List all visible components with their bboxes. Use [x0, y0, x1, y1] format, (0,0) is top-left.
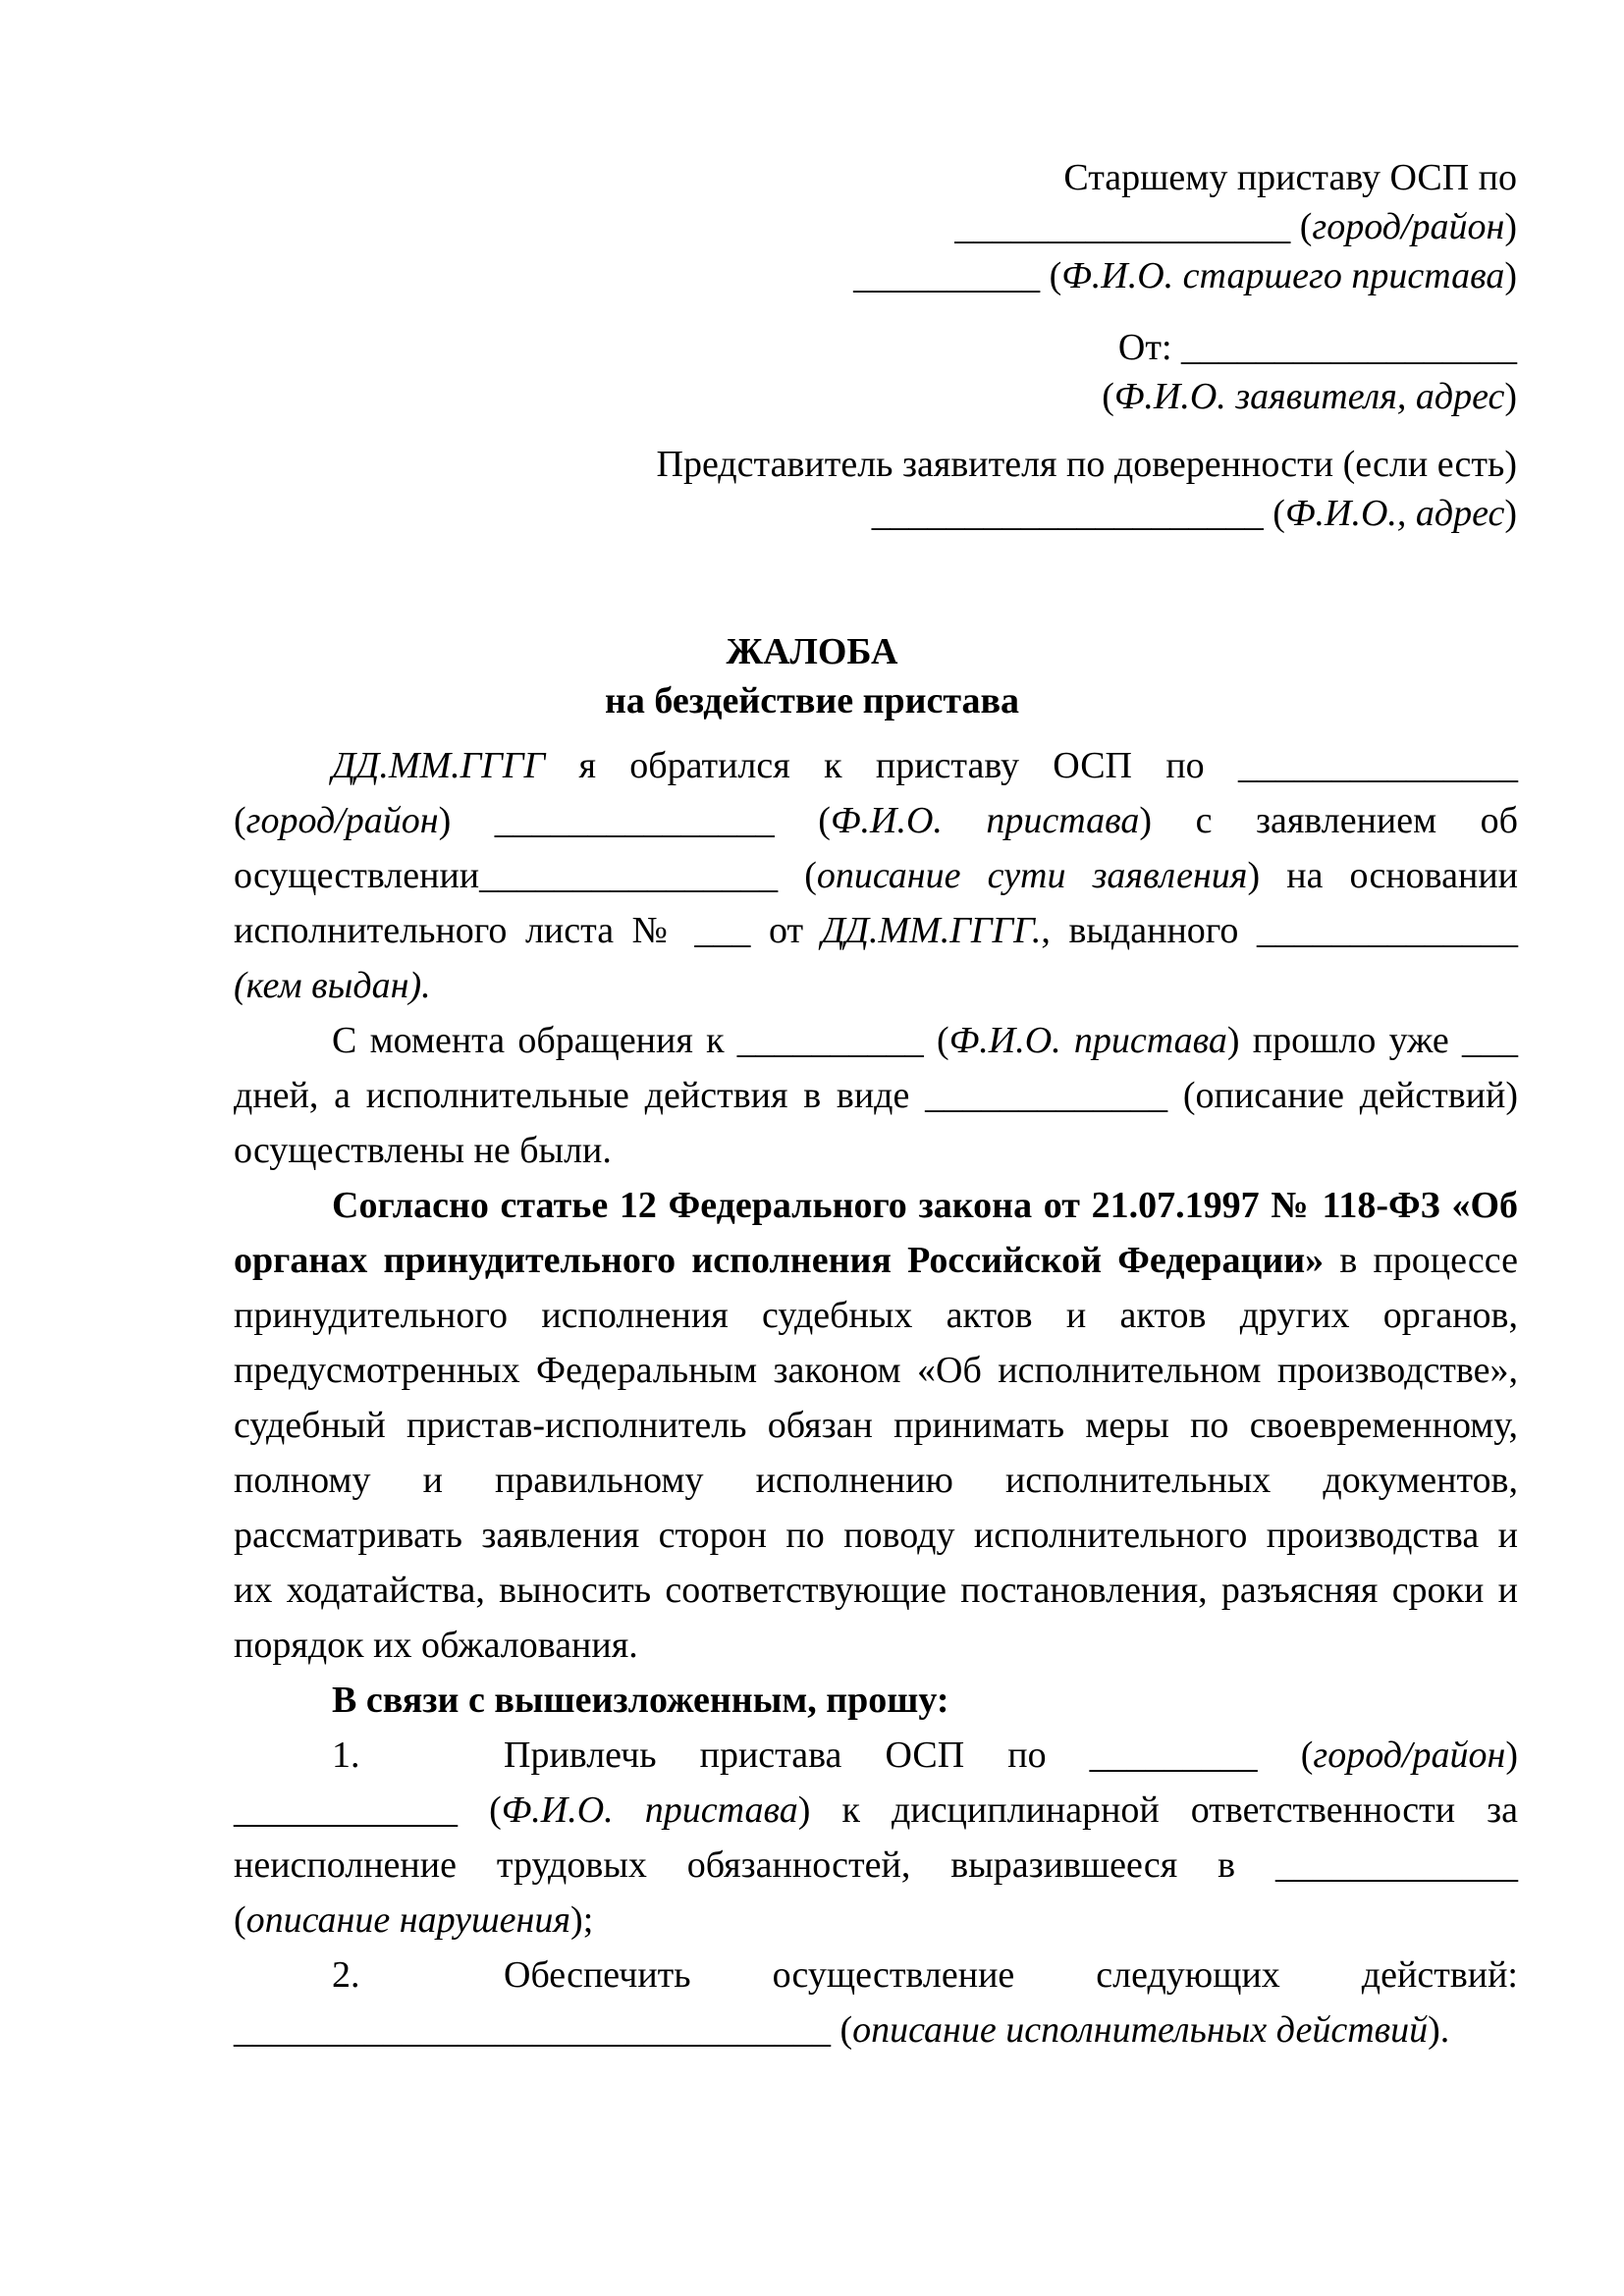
sender-line-2: (Ф.И.О. заявителя, адрес) — [1102, 376, 1517, 417]
request-item-1-line-3: неисполнение трудовых обязанностей, выразившееся в _____________ — [234, 1844, 1518, 1886]
paragraph-3-line-1: Согласно статье 12 Федерального закона от 21.07.1997 № 118-ФЗ «Об — [332, 1185, 1518, 1226]
paragraph-3-line-4: предусмотренных Федеральным законом «Об исполнительном производстве», — [234, 1350, 1518, 1391]
paragraph-1-line-2: (город/район) _______________ (Ф.И.О. пристава) с заявлением об — [234, 800, 1519, 841]
paragraph-1-line-5: (кем выдан). — [234, 965, 431, 1006]
blank-field: _____________________ — [871, 493, 1264, 534]
paragraph-3-line-7: рассматривать заявления сторон по поводу исполнительного производства и — [234, 1515, 1518, 1556]
addressee-line-1 — [589, 152, 1517, 204]
blank-field: __________ — [853, 255, 1041, 296]
field-hint: город/район — [1312, 206, 1505, 247]
representative-line-2: _____________________ (Ф.И.О., адрес) — [871, 493, 1517, 534]
request-item-1-line-4: (описание нарушения); — [234, 1899, 594, 1941]
blank-field: __________________ — [954, 206, 1291, 247]
request-heading: В связи с вышеизложенным, прошу: — [332, 1680, 949, 1721]
request-item-1-line-1: 1. Привлечь пристава ОСП по _________ (город/район) — [332, 1735, 1518, 1776]
field-hint: Ф.И.О., адрес — [1284, 493, 1505, 534]
request-item-1-line-2: ____________ (Ф.И.О. пристава) к дисциплинарной ответственности за — [234, 1789, 1519, 1831]
representative-line-1 — [589, 439, 1517, 491]
from-label: От: — [1117, 327, 1172, 368]
paragraph-3-line-6: полному и правильному исполнению исполнительных документов, — [234, 1460, 1518, 1501]
paragraph-1-line-4: исполнительного листа № ___ от ДД.ММ.ГГГГ., выданного ______________ — [234, 910, 1518, 951]
sender-line-1 — [589, 322, 1517, 374]
field-hint: Ф.И.О. старшего пристава — [1061, 255, 1505, 296]
representative-label: Представитель заявителя по доверенности (если есть) — [656, 444, 1517, 485]
blank-field: ________________ — [1181, 327, 1480, 368]
paragraph-2-line-2: дней, а исполнительные действия в виде _____________ (описание действий) — [234, 1075, 1518, 1116]
request-item-2-line-2: ________________________________ (описание исполнительных действий). — [234, 2009, 1450, 2051]
paragraph-3-line-2: органах принудительного исполнения Российской Федерации» в процессе — [234, 1240, 1518, 1281]
document-body — [234, 738, 1518, 2057]
document-subtitle: на бездействие пристава — [604, 680, 1020, 721]
addressee-line-3: __________ (Ф.И.О. старшего пристава) — [853, 255, 1517, 296]
paragraph-3-line-8: их ходатайства, выносить соответствующие постановления, разъясняя сроки и — [234, 1570, 1518, 1611]
paragraph-1-line-3: осуществлении________________ (описание сути заявления) на основании — [234, 855, 1518, 896]
document-title: ЖАЛОБА — [726, 631, 898, 672]
blank-field: __ — [1480, 327, 1517, 368]
paragraph-2-line-1: С момента обращения к __________ (Ф.И.О. пристава) прошло уже ___ — [332, 1020, 1518, 1061]
paragraph-3-line-3: принудительного исполнения судебных актов и актов других органов, — [234, 1295, 1518, 1336]
paragraph-3-line-5: судебный пристав-исполнитель обязан принимать меры по своевременному, — [234, 1405, 1518, 1446]
request-item-2-line-1: 2. Обеспечить осуществление следующих действий: — [332, 1954, 1518, 1996]
paragraph-2-line-3: осуществлены не были. — [234, 1130, 612, 1171]
paragraph-1-line-1: ДД.ММ.ГГГГ я обратился к приставу ОСП по _______________ — [332, 745, 1518, 786]
addressee-text: Старшему приставу ОСП по — [1063, 157, 1517, 198]
paragraph-3-line-9: порядок их обжалования. — [234, 1625, 638, 1666]
addressee-line-2: __________________ (город/район) — [954, 206, 1517, 247]
field-hint: Ф.И.О. заявителя, адрес — [1113, 376, 1505, 417]
